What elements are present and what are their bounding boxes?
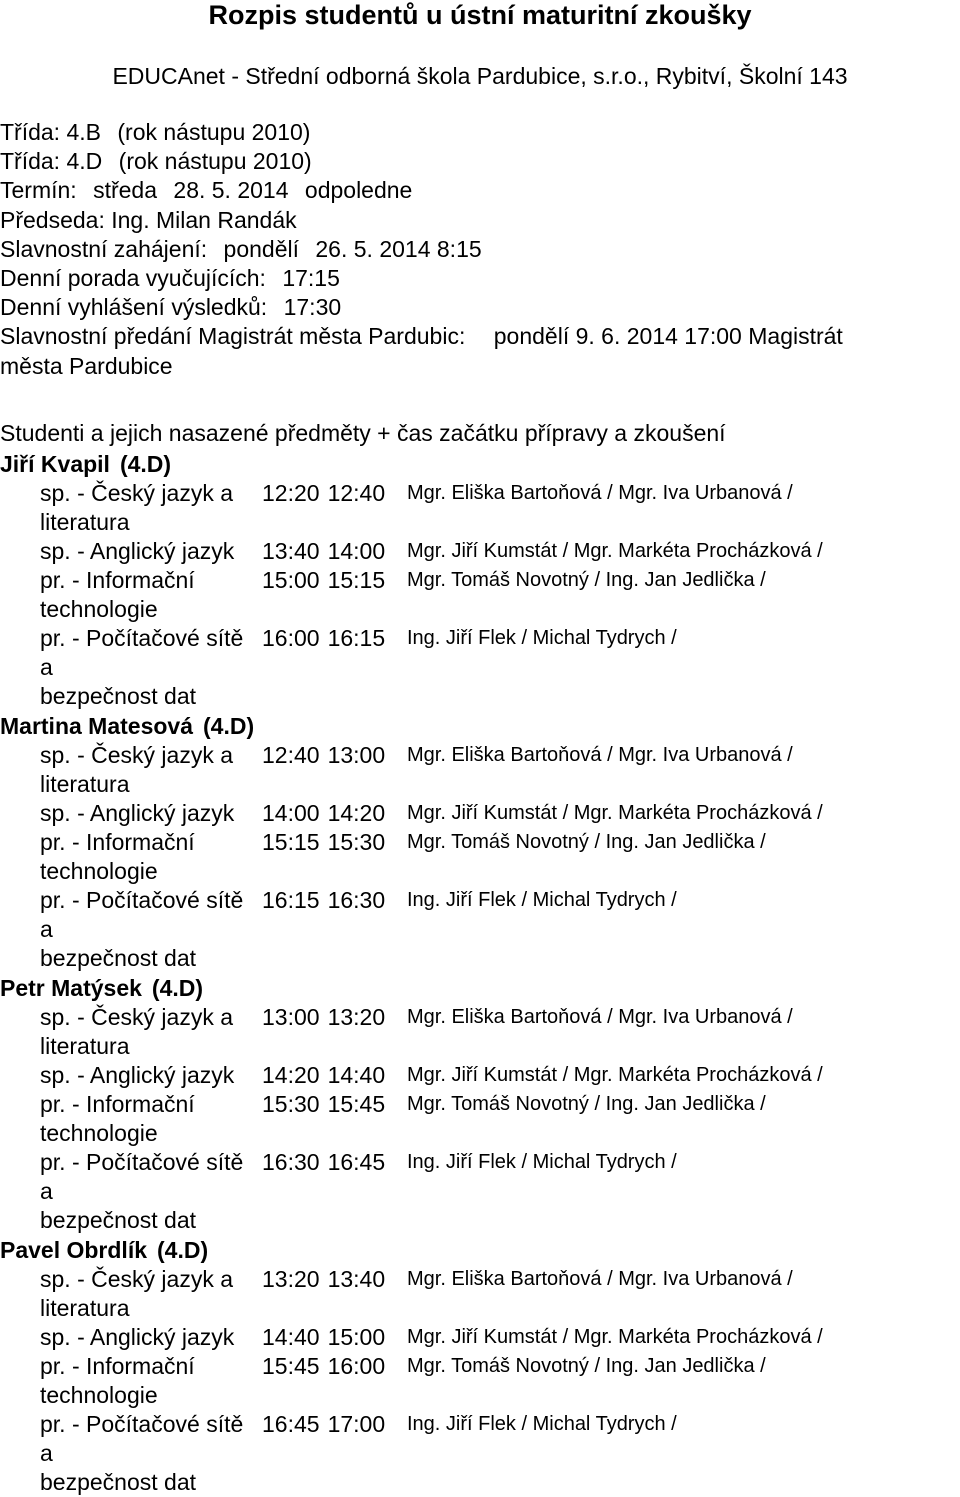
opening-label: Slavnostní zahájení: bbox=[0, 235, 208, 262]
subject-line: technologie bbox=[40, 1382, 158, 1408]
prep-time: 15:00 bbox=[262, 567, 320, 593]
subject-times bbox=[262, 1090, 407, 1119]
student-class: (4.D) bbox=[119, 451, 172, 477]
subject-line: bezpečnost dat bbox=[40, 1207, 197, 1233]
subject-row bbox=[0, 479, 960, 537]
subject-times bbox=[262, 828, 407, 857]
exam-time: 13:20 bbox=[327, 1004, 386, 1030]
class-line bbox=[0, 118, 843, 147]
subject-times bbox=[262, 1265, 407, 1294]
class-label: Třída: bbox=[0, 148, 61, 175]
student-name bbox=[0, 449, 960, 479]
exam-time: 15:15 bbox=[327, 567, 386, 593]
subject-name bbox=[0, 886, 262, 973]
students-intro: Studenti a jejich nasazené předměty + čas začátku přípravy a zkoušení bbox=[0, 420, 726, 446]
exam-time: 14:40 bbox=[327, 1062, 386, 1088]
subject-name bbox=[0, 1090, 262, 1148]
results-line bbox=[0, 293, 843, 322]
chair-value: Ing. Milan Randák bbox=[111, 206, 297, 233]
subject-row bbox=[0, 1352, 960, 1410]
subject-row bbox=[0, 624, 960, 711]
subject-row bbox=[0, 537, 960, 566]
examiners: Ing. Jiří Flek / Michal Tydrych / bbox=[407, 1151, 677, 1173]
exam-time: 14:00 bbox=[327, 538, 386, 564]
students-list bbox=[0, 449, 960, 1497]
exam-time: 16:30 bbox=[327, 887, 386, 913]
subject-times bbox=[262, 1323, 407, 1352]
term-line bbox=[0, 176, 843, 205]
subject-line: technologie bbox=[40, 1120, 158, 1146]
examiners: Mgr. Tomáš Novotný / Ing. Jan Jedlička / bbox=[407, 1093, 766, 1115]
page-title: Rozpis studentů u ústní maturitní zkoušky bbox=[208, 0, 752, 30]
exam-time: 16:45 bbox=[327, 1149, 386, 1175]
exam-header bbox=[0, 118, 843, 381]
subject-line: pr. - Informační bbox=[40, 1091, 195, 1117]
subject-times bbox=[262, 1148, 407, 1177]
prep-time: 12:40 bbox=[262, 742, 320, 768]
subject-name bbox=[0, 566, 262, 624]
student-class: (4.D) bbox=[157, 1237, 209, 1263]
exam-time: 13:00 bbox=[327, 742, 386, 768]
student-name bbox=[0, 973, 960, 1003]
subject-name bbox=[0, 1352, 262, 1410]
student-block bbox=[0, 711, 960, 973]
prep-time: 13:20 bbox=[262, 1266, 320, 1292]
examiners: Mgr. Eliška Bartoňová / Mgr. Iva Urbanová / bbox=[407, 1006, 793, 1028]
subject-line: literatura bbox=[40, 1033, 130, 1059]
subject-line: literatura bbox=[40, 509, 130, 535]
subject-name bbox=[0, 1410, 262, 1497]
examiners: Ing. Jiří Flek / Michal Tydrych / bbox=[407, 889, 677, 911]
subject-line: pr. - Počítačové sítě a bbox=[40, 625, 244, 680]
examiners: Ing. Jiří Flek / Michal Tydrych / bbox=[407, 1413, 677, 1435]
meeting-line bbox=[0, 264, 843, 293]
subject-name bbox=[0, 624, 262, 711]
subject-name bbox=[0, 537, 262, 566]
prep-time: 16:30 bbox=[262, 1149, 320, 1175]
subject-times bbox=[262, 1003, 407, 1032]
subject-row bbox=[0, 1265, 960, 1323]
prep-time: 14:20 bbox=[262, 1062, 320, 1088]
subject-line: sp. - Anglický jazyk bbox=[40, 800, 235, 826]
subject-times bbox=[262, 1352, 407, 1381]
class-note: (rok nástupu 2010) bbox=[118, 148, 312, 175]
prep-time: 15:30 bbox=[262, 1091, 320, 1117]
subject-line: bezpečnost dat bbox=[40, 945, 197, 971]
opening-line bbox=[0, 235, 843, 264]
meeting-label: Denní porada vyučujících: bbox=[0, 264, 266, 291]
prep-time: 16:15 bbox=[262, 887, 320, 913]
prep-time: 16:00 bbox=[262, 625, 320, 651]
opening-value: 26. 5. 2014 8:15 bbox=[315, 235, 482, 262]
exam-time: 15:30 bbox=[327, 829, 386, 855]
student-full-name: Jiří Kvapil bbox=[0, 451, 110, 477]
subject-line: sp. - Anglický jazyk bbox=[40, 1324, 235, 1350]
subject-name bbox=[0, 1265, 262, 1323]
subject-line: pr. - Informační bbox=[40, 567, 195, 593]
subject-times bbox=[262, 537, 407, 566]
subject-name bbox=[0, 1003, 262, 1061]
examiners: Mgr. Jiří Kumstát / Mgr. Markéta Procházková / bbox=[407, 802, 823, 824]
exam-time: 14:20 bbox=[327, 800, 386, 826]
subject-row bbox=[0, 886, 960, 973]
subject-name bbox=[0, 1323, 262, 1352]
subject-row bbox=[0, 799, 960, 828]
subject-line: sp. - Český jazyk a bbox=[40, 742, 233, 768]
subject-row bbox=[0, 828, 960, 886]
examiners: Mgr. Eliška Bartoňová / Mgr. Iva Urbanová / bbox=[407, 1268, 793, 1290]
ceremony-value: pondělí 9. 6. 2014 17:00 Magistrát bbox=[493, 323, 843, 350]
subject-times bbox=[262, 566, 407, 595]
subject-row bbox=[0, 1148, 960, 1235]
subject-line: pr. - Počítačové sítě a bbox=[40, 1149, 244, 1204]
exam-time: 13:40 bbox=[327, 1266, 386, 1292]
student-class: (4.D) bbox=[203, 713, 255, 739]
results-label: Denní vyhlášení výsledků: bbox=[0, 294, 268, 321]
chair-line bbox=[0, 206, 843, 235]
examiners: Mgr. Jiří Kumstát / Mgr. Markéta Procházková / bbox=[407, 1326, 823, 1348]
student-name bbox=[0, 711, 960, 741]
student-class: (4.D) bbox=[151, 975, 204, 1001]
exam-time: 15:00 bbox=[327, 1324, 386, 1350]
subject-line: sp. - Anglický jazyk bbox=[40, 538, 235, 564]
prep-time: 14:00 bbox=[262, 800, 320, 826]
class-note: (rok nástupu 2010) bbox=[117, 119, 311, 145]
subject-row bbox=[0, 1061, 960, 1090]
opening-day: pondělí bbox=[223, 235, 299, 262]
subject-name bbox=[0, 1061, 262, 1090]
examiners: Ing. Jiří Flek / Michal Tydrych / bbox=[407, 627, 677, 649]
subject-row bbox=[0, 1323, 960, 1352]
subject-row bbox=[0, 566, 960, 624]
subject-line: sp. - Český jazyk a bbox=[40, 1266, 233, 1292]
ceremony-label: Slavnostní předání Magistrát města Pardubic: bbox=[0, 323, 466, 350]
examiners: Mgr. Tomáš Novotný / Ing. Jan Jedlička / bbox=[407, 1355, 766, 1377]
subject-name bbox=[0, 828, 262, 886]
term-date: 28. 5. 2014 bbox=[173, 177, 289, 204]
subject-row bbox=[0, 1410, 960, 1497]
examiners: Mgr. Jiří Kumstát / Mgr. Markéta Procházková / bbox=[407, 1064, 823, 1086]
subject-name bbox=[0, 1148, 262, 1235]
subject-times bbox=[262, 799, 407, 828]
school-name: EDUCAnet - Střední odborná škola Pardubice, s.r.o., Rybitví, Školní 143 bbox=[112, 63, 848, 89]
subject-line: pr. - Počítačové sítě a bbox=[40, 1411, 244, 1466]
subject-line: pr. - Počítačové sítě a bbox=[40, 887, 244, 942]
term-part: odpoledne bbox=[304, 177, 413, 204]
results-value: 17:30 bbox=[283, 294, 342, 321]
student-block bbox=[0, 449, 960, 711]
examiners: Mgr. Tomáš Novotný / Ing. Jan Jedlička / bbox=[407, 569, 766, 591]
class-value: 4.D bbox=[66, 148, 103, 175]
chair-label: Předseda: bbox=[0, 206, 105, 233]
exam-time: 12:40 bbox=[327, 480, 386, 506]
subject-times bbox=[262, 741, 407, 770]
examiners: Mgr. Tomáš Novotný / Ing. Jan Jedlička / bbox=[407, 831, 766, 853]
subject-line: pr. - Informační bbox=[40, 1353, 195, 1379]
prep-time: 16:45 bbox=[262, 1411, 320, 1437]
prep-time: 15:45 bbox=[262, 1353, 320, 1379]
exam-time: 15:45 bbox=[327, 1091, 386, 1117]
subject-times bbox=[262, 886, 407, 915]
ceremony-line-cont bbox=[0, 352, 843, 381]
term-day: středa bbox=[93, 177, 158, 204]
subject-line: sp. - Anglický jazyk bbox=[40, 1062, 235, 1088]
prep-time: 15:15 bbox=[262, 829, 320, 855]
subject-line: pr. - Informační bbox=[40, 829, 195, 855]
subject-line: technologie bbox=[40, 858, 158, 884]
subject-line: sp. - Český jazyk a bbox=[40, 480, 233, 506]
student-name bbox=[0, 1235, 960, 1265]
student-full-name: Martina Matesová bbox=[0, 713, 194, 739]
subject-name bbox=[0, 479, 262, 537]
prep-time: 13:00 bbox=[262, 1004, 320, 1030]
term-label: Termín: bbox=[0, 177, 77, 204]
subject-times bbox=[262, 1061, 407, 1090]
subject-row bbox=[0, 1090, 960, 1148]
prep-time: 13:40 bbox=[262, 538, 320, 564]
subject-times bbox=[262, 1410, 407, 1439]
examiners: Mgr. Eliška Bartoňová / Mgr. Iva Urbanová / bbox=[407, 482, 793, 504]
exam-time: 17:00 bbox=[327, 1411, 386, 1437]
subject-line: bezpečnost dat bbox=[40, 683, 197, 709]
prep-time: 14:40 bbox=[262, 1324, 320, 1350]
student-full-name: Petr Matýsek bbox=[0, 975, 142, 1001]
student-full-name: Pavel Obrdlík bbox=[0, 1237, 148, 1263]
examiners: Mgr. Jiří Kumstát / Mgr. Markéta Procházková / bbox=[407, 540, 823, 562]
examiners: Mgr. Eliška Bartoňová / Mgr. Iva Urbanová / bbox=[407, 744, 793, 766]
class-label: Třída: bbox=[0, 119, 61, 145]
subject-times bbox=[262, 479, 407, 508]
subject-name bbox=[0, 741, 262, 799]
subject-line: literatura bbox=[40, 771, 130, 797]
subject-line: sp. - Český jazyk a bbox=[40, 1004, 233, 1030]
subject-row bbox=[0, 741, 960, 799]
subject-name bbox=[0, 799, 262, 828]
subject-line: technologie bbox=[40, 596, 158, 622]
subject-times bbox=[262, 624, 407, 653]
student-block bbox=[0, 1235, 960, 1497]
exam-time: 16:00 bbox=[327, 1353, 386, 1379]
meeting-value: 17:15 bbox=[282, 264, 340, 291]
student-block bbox=[0, 973, 960, 1235]
subject-row bbox=[0, 1003, 960, 1061]
class-value: 4.B bbox=[66, 119, 101, 145]
subject-line: bezpečnost dat bbox=[40, 1469, 197, 1495]
prep-time: 12:20 bbox=[262, 480, 320, 506]
ceremony-line bbox=[0, 322, 843, 351]
class-line bbox=[0, 147, 843, 176]
ceremony-cont: města Pardubice bbox=[0, 352, 173, 379]
subject-line: literatura bbox=[40, 1295, 130, 1321]
exam-time: 16:15 bbox=[327, 625, 386, 651]
